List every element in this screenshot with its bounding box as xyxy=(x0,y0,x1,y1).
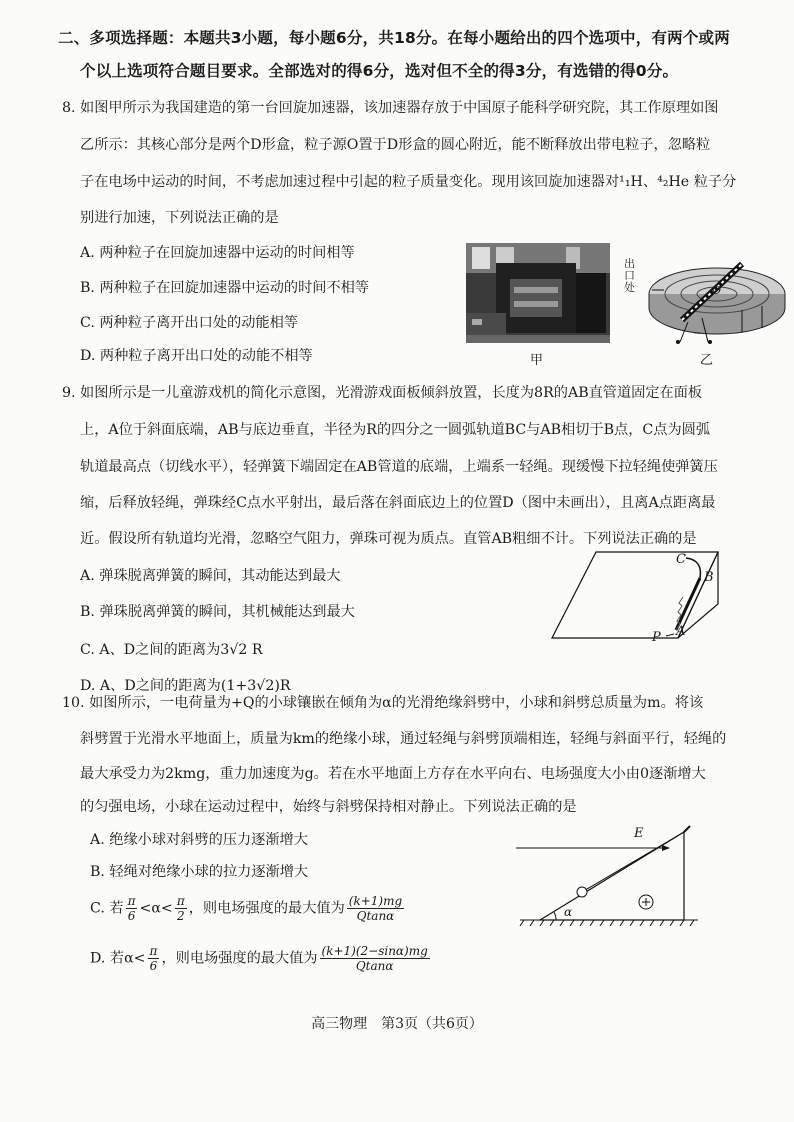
point-a-label: A xyxy=(676,624,686,639)
game-board-diagram xyxy=(548,548,728,648)
q10-option-c-prefix: C. 若 xyxy=(90,900,124,917)
angle-alpha-label: α xyxy=(564,905,573,919)
q10-option-d xyxy=(90,944,432,973)
q9-line-5: 近。假设所有轨道均光滑，忽略空气阻力，弹珠可视为质点。直管AB粗细不计。下列说法正确的是 xyxy=(80,531,697,547)
fraction-numerator: π xyxy=(149,944,158,958)
q9-option-c: C. A、D之间的距离为3√2 R xyxy=(80,642,263,658)
fraction-denominator: 6 xyxy=(127,909,136,923)
wedge-diagram xyxy=(512,822,702,932)
section-header xyxy=(58,22,778,88)
fraction-denominator: 6 xyxy=(149,959,158,973)
fraction-numerator: (k+1)(2−sinα)mg xyxy=(321,944,428,958)
fraction-denominator: Qtanα xyxy=(355,959,394,973)
fraction-numerator: π xyxy=(176,894,185,908)
q10-option-b: B. 轻绳对绝缘小球的拉力逐渐增大 xyxy=(90,864,309,880)
q9-line-4: 缩，后释放轻绳，弹珠经C点水平射出，最后落在斜面底边上的位置D（图中未画出），且离A点距离最 xyxy=(80,495,716,511)
q8-option-d: D. 两种粒子离开出口处的动能不相等 xyxy=(80,348,313,364)
point-p-label: P xyxy=(652,630,661,645)
point-c-label: C xyxy=(676,552,686,567)
field-e-label: E xyxy=(634,826,644,841)
figure-yi-caption: 乙 xyxy=(700,353,714,368)
q10-option-d-text: ，则电场强度的最大值为 xyxy=(161,950,318,967)
d-box-diagram xyxy=(622,250,792,350)
fraction-numerator: (k+1)mg xyxy=(348,894,403,908)
q8-line-1: 8. 如图甲所示为我国建造的第一台回旋加速器，该加速器存放于中国原子能科学研究院，其工作原理如图 xyxy=(62,100,719,116)
q9-option-b: B. 弹珠脱离弹簧的瞬间，其机械能达到最大 xyxy=(80,604,355,620)
section-header-line-2: 个以上选项符合题目要求。全部选对的得6分，选对但不全的得3分，有选错的得0分。 xyxy=(80,62,679,80)
q8-option-a: A. 两种粒子在回旋加速器中运动的时间相等 xyxy=(80,245,355,261)
q8-option-b: B. 两种粒子在回旋加速器中运动的时间不相等 xyxy=(80,280,370,296)
q8-option-c: C. 两种粒子离开出口处的动能相等 xyxy=(80,315,298,331)
q8-line-2: 乙所示：其核心部分是两个D形盒，粒子源O置于D形盒的圆心附近，能不断释放出带电粒子，忽略粒 xyxy=(80,137,711,153)
origin-label: O xyxy=(712,284,722,297)
q10-option-c-cond-fraction-2 xyxy=(175,894,187,923)
fraction-denominator: Qtanα xyxy=(356,909,395,923)
q10-line-2: 斜劈置于光滑水平地面上，质量为km的绝缘小球，通过轻绳与斜劈顶端相连，轻绳与斜面平行，轻绳的 xyxy=(80,731,727,747)
q10-line-4: 的匀强电场，小球在运动过程中，始终与斜劈保持相对静止。下列说法正确的是 xyxy=(80,799,577,815)
figure-jia-caption: 甲 xyxy=(530,353,544,368)
q8-line-3: 子在电场中运动的时间，不考虑加速过程中引起的粒子质量变化。现用该回旋加速器对¹₁H、⁴₂He 粒子分 xyxy=(80,174,737,190)
fraction-numerator: π xyxy=(127,894,136,908)
q10-option-c-field-fraction xyxy=(347,894,404,923)
page-footer: 高三物理 第3页（共6页） xyxy=(311,1016,483,1032)
q10-option-d-prefix: D. 若α< xyxy=(90,950,146,967)
q10-line-3: 最大承受力为2kmg，重力加速度为g。若在水平地面上方存在水平向右、电场强度大小由0逐渐增大 xyxy=(80,766,706,782)
q10-option-d-cond-fraction xyxy=(148,944,160,973)
cyclotron-photo xyxy=(466,243,610,343)
q10-option-c-cond-fraction-1 xyxy=(126,894,138,923)
q10-option-c xyxy=(90,894,406,923)
svg-text:~: ~ xyxy=(694,329,702,339)
q8-line-4: 别进行加速，下列说法正确的是 xyxy=(80,210,279,226)
q9-option-d: D. A、D之间的距离为(1+3√2)R xyxy=(80,678,291,694)
q9-line-1: 9. 如图所示是一儿童游戏机的简化示意图，光滑游戏面板倾斜放置，长度为8R的AB直管道固定在面板 xyxy=(62,385,703,401)
q10-option-c-cond-mid: <α< xyxy=(139,900,173,917)
q9-line-2: 上，A位于斜面底端，AB与底边垂直，半径为R的四分之一圆弧轨道BC与AB相切于B点，C点为圆弧 xyxy=(80,422,711,438)
q9-option-a: A. 弹珠脱离弹簧的瞬间，其动能达到最大 xyxy=(80,568,341,584)
q10-option-a: A. 绝缘小球对斜劈的压力逐渐增大 xyxy=(90,832,308,848)
point-b-label: B xyxy=(704,570,714,585)
q10-option-c-text: ，则电场强度的最大值为 xyxy=(188,900,345,917)
q10-line-1: 10. 如图所示，一电荷量为+Q的小球镶嵌在倾角为α的光滑绝缘斜劈中，小球和斜劈总质量为m。将该 xyxy=(62,695,704,711)
q9-line-3: 轨道最高点（切线水平），轻弹簧下端固定在AB管道的底端，上端系一轻绳。现缓慢下拉轻绳使弹簧压 xyxy=(80,459,718,475)
section-header-line-1: 二、多项选择题：本题共3小题，每小题6分，共18分。在每小题给出的四个选项中，有两个或两 xyxy=(58,29,730,47)
q10-option-d-field-fraction xyxy=(320,944,430,973)
fraction-denominator: 2 xyxy=(176,909,185,923)
exit-label: 出口处 xyxy=(624,257,635,294)
